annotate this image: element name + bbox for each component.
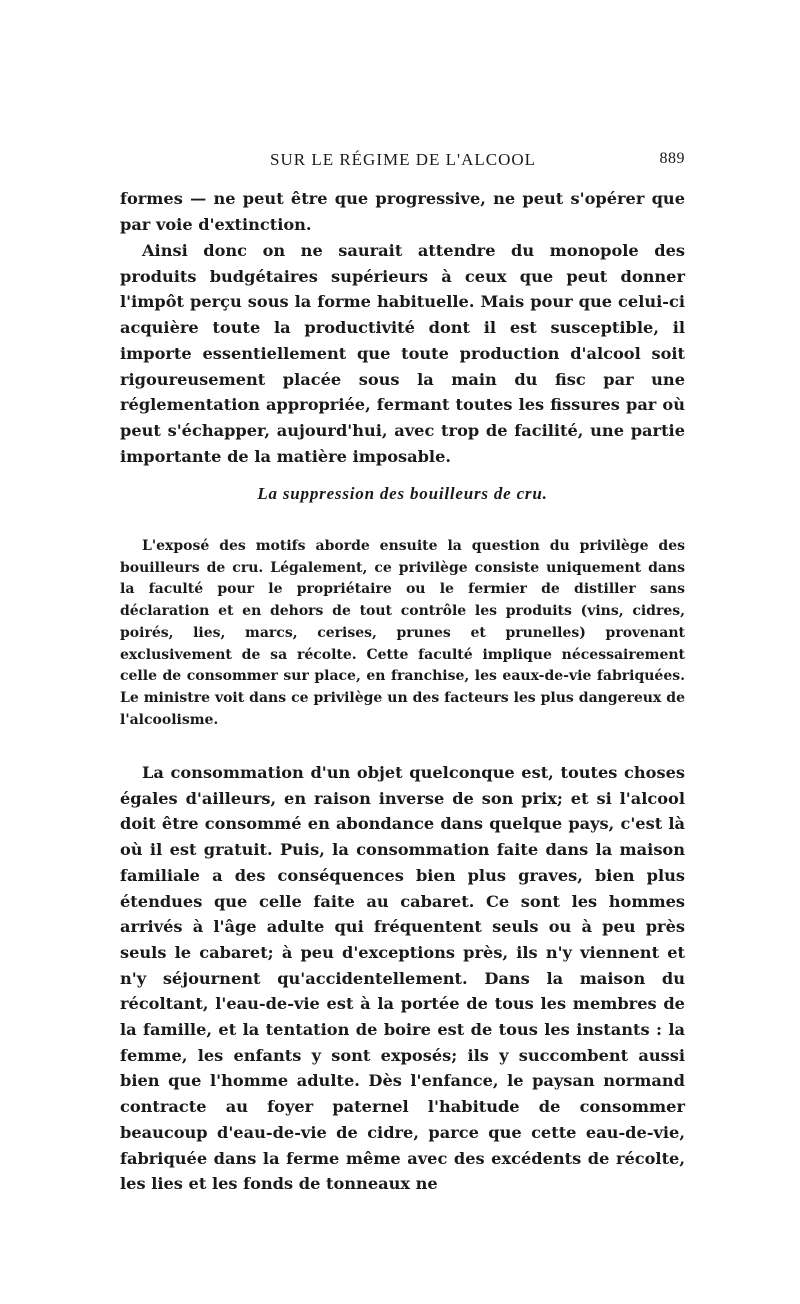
running-title: SUR LE RÉGIME DE L'ALCOOL [270,150,537,169]
page-number: 889 [659,150,685,167]
paragraph-monopoly: Ainsi donc on ne saurait attendre du monopole des produits budgétaires supérieurs à ceux que peut donner l'impôt perçu sous la forme habituelle. Mais pour que celui-ci acquière toute la productivité dont il est susceptible, il importe essentiellement que toute production d'alcool soit rigoureusement placée sous la main du fisc par une réglementation appropriée, fermant toutes les fissures par où peut s'échapper, aujourd'hui, avec trop de facilité, une partie importante de la matière imposable. [120,241,685,466]
section-heading: La suppression des bouilleurs de cru. [257,484,548,503]
paragraph-summary: L'exposé des motifs aborde ensuite la question du privilège des bouilleurs de cru. Légalement, ce privilège consiste uniquement dans la faculté pour le propriétaire ou le fermier de distiller sans déclaration et en dehors de tout contrôle les produits (vins, cidres, poirés, lies, marcs, cerises, prunes et prunelles) provenant exclusivement de sa récolte. Cette faculté implique nécessairement celle de consommer sur place, en franchise, les eaux-de-vie fabriquées. Le ministre voit dans ce privilège un des facteurs les plus dangereux de l'alcoolisme. [120,538,685,728]
monopoly-block [120,238,685,469]
paragraph-continuation: formes — ne peut être que progressive, ne peut s'opérer que par voie d'extinction. [120,189,685,234]
consumption-block [120,760,685,1197]
summary-block [120,536,685,731]
running-header [120,150,685,172]
continuation-block [120,186,685,237]
paragraph-consumption: La consommation d'un objet quelconque est, toutes choses égales d'ailleurs, en raison inverse de son prix; et si l'alcool doit être consommé en abondance dans quelque pays, c'est là où il est gratuit. Puis, la consommation faite dans la maison familiale a des conséquences bien plus graves, bien plus étendues que celle faite au cabaret. Ce sont les hommes arrivés à l'âge adulte qui fréquentent seuls ou à peu près seuls le cabaret; à peu d'exceptions près, ils n'y viennent et n'y séjournent qu'accidentellement. Dans la maison du récoltant, l'eau-de-vie est à la portée de tous les membres de la famille, et la tentation de boire est de tous les instants : la femme, les enfants y sont exposés; ils y succombent aussi bien que l'homme adulte. Dès l'enfance, le paysan normand contracte au foyer paternel l'habitude de consommer beaucoup d'eau-de-vie de cidre, parce que cette eau-de-vie, fabriquée dans la ferme même avec des excédents de récolte, les lies et les fonds de tonneaux ne [120,763,685,1194]
